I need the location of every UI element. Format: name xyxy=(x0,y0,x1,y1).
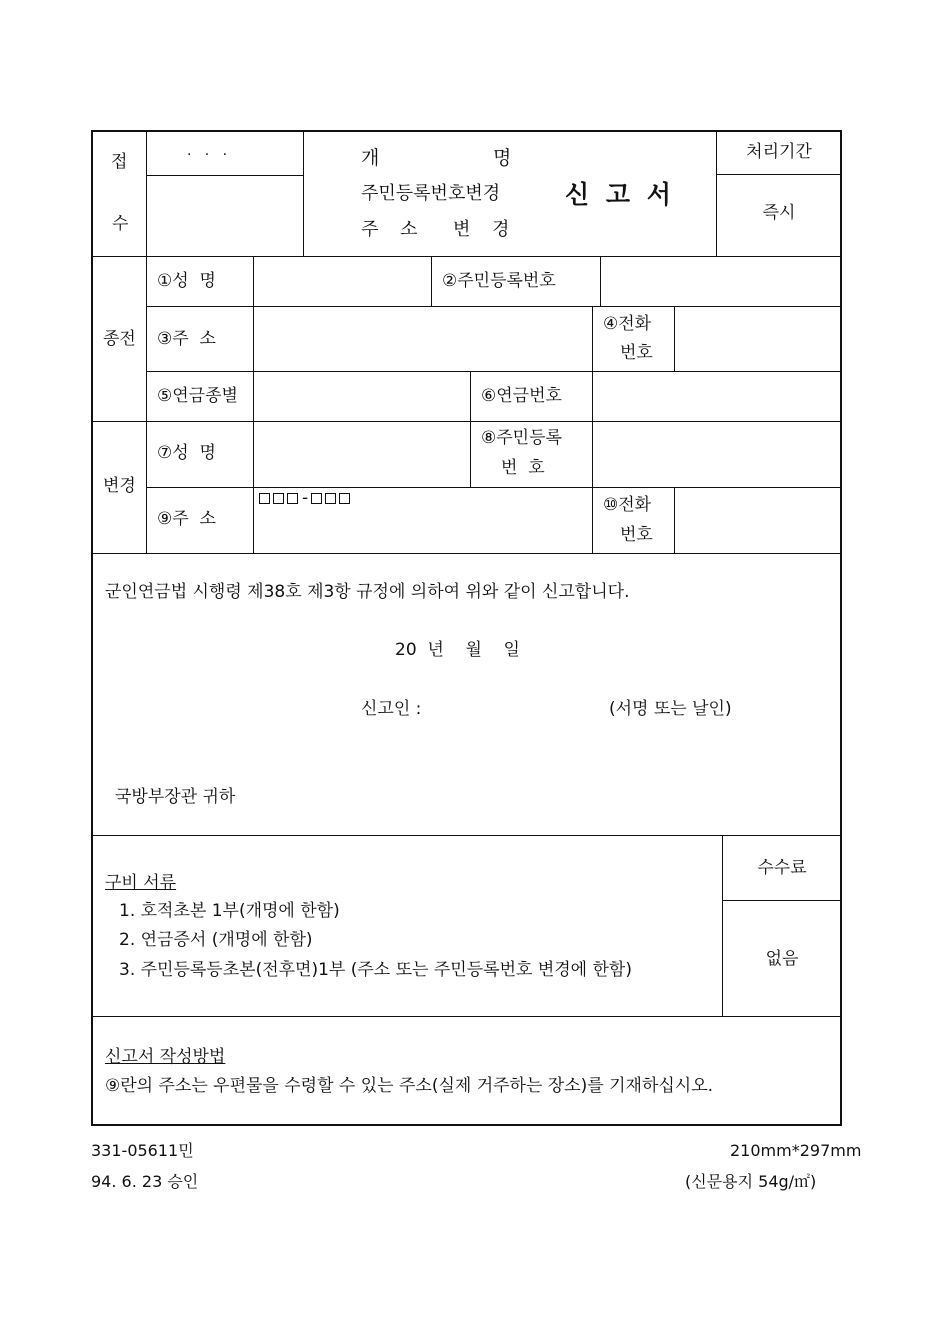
before-address-label: ③주 소 xyxy=(157,329,216,349)
after-rrn-label-1: ⑧주민등록 xyxy=(481,428,562,448)
before-address-field[interactable] xyxy=(254,307,592,371)
receipt-date-field[interactable]: · · · xyxy=(187,147,228,163)
declarant-label: 신고인 : xyxy=(361,699,422,719)
divider xyxy=(592,306,593,371)
postal-digit-box[interactable] xyxy=(311,493,322,504)
fee-value: 없음 xyxy=(765,949,799,969)
signature-note: (서명 또는 날인) xyxy=(609,699,732,719)
before-pension-number-label: ⑥연금번호 xyxy=(481,386,562,406)
receipt-label-top: 접 xyxy=(111,152,128,172)
report-form xyxy=(91,130,842,1126)
declarant-name-field[interactable] xyxy=(438,694,603,724)
after-address-field[interactable] xyxy=(254,506,592,553)
postal-digit-box[interactable] xyxy=(259,493,270,504)
after-group-label: 변경 xyxy=(103,476,136,496)
after-name-field[interactable] xyxy=(254,422,470,487)
after-phone-label-1: ⑩전화 xyxy=(603,495,652,515)
before-rrn-field[interactable] xyxy=(601,257,840,306)
divider xyxy=(93,1016,840,1017)
processing-period-label: 처리기간 xyxy=(746,142,812,162)
divider xyxy=(146,256,147,553)
before-phone-label-1: ④전화 xyxy=(603,314,652,334)
before-pension-type-label: ⑤연금종별 xyxy=(157,386,238,406)
divider xyxy=(722,835,723,1016)
after-address-label: ⑨주 소 xyxy=(157,509,216,529)
addressee: 국방부장관 귀하 xyxy=(115,787,236,807)
title-rename-2: 명 xyxy=(493,147,512,169)
after-name-label: ⑦성 명 xyxy=(157,443,216,463)
before-pension-type-field[interactable] xyxy=(254,372,470,421)
before-rrn-label: ②주민등록번호 xyxy=(442,271,556,291)
postal-code-boxes[interactable] xyxy=(259,490,353,508)
paper-type: (신문용지 54g/㎡) xyxy=(685,1172,817,1191)
form-code: 331-05611민 xyxy=(91,1141,194,1160)
postal-digit-box[interactable] xyxy=(339,493,350,504)
before-phone-field[interactable] xyxy=(675,307,840,371)
divider xyxy=(716,174,840,175)
before-group-label: 종전 xyxy=(103,329,136,349)
divider xyxy=(93,835,840,836)
before-phone-label-2: 번호 xyxy=(620,343,653,363)
receipt-label-bottom: 수 xyxy=(112,214,129,234)
postal-dash: - xyxy=(302,488,309,508)
instructions-text: ⑨란의 주소는 우편물을 수령할 수 있는 주소(실제 거주하는 장소)를 기재하십시오. xyxy=(105,1076,714,1096)
postal-digit-box[interactable] xyxy=(325,493,336,504)
form-title: 신 고 서 xyxy=(565,180,675,209)
title-rename: 개 xyxy=(361,147,380,169)
after-phone-field[interactable] xyxy=(675,488,840,553)
before-pension-number-field[interactable] xyxy=(593,372,840,421)
after-rrn-label-2: 번 호 xyxy=(501,458,545,478)
after-phone-label-2: 번호 xyxy=(620,525,653,545)
divider xyxy=(470,421,471,487)
processing-period-value: 즉시 xyxy=(762,203,796,223)
approval-date: 94. 6. 23 승인 xyxy=(91,1172,199,1191)
receipt-number-field[interactable] xyxy=(147,176,303,256)
before-name-label: ①성 명 xyxy=(157,271,216,291)
divider xyxy=(722,900,840,901)
after-rrn-field[interactable] xyxy=(593,422,840,487)
instructions-heading: 신고서 작성방법 xyxy=(105,1047,226,1067)
divider xyxy=(303,132,304,256)
declaration-date[interactable]: 20 년 월 일 xyxy=(395,640,520,660)
postal-digit-box[interactable] xyxy=(287,493,298,504)
divider xyxy=(716,132,717,256)
documents-heading: 구비 서류 xyxy=(105,873,177,893)
declaration-statement: 군인연금법 시행령 제38호 제3항 규정에 의하여 위와 같이 신고합니다. xyxy=(105,582,630,602)
title-address-change: 주 소 변 경 xyxy=(361,219,518,240)
postal-digit-box[interactable] xyxy=(273,493,284,504)
document-item: 1. 호적초본 1부(개명에 한함) xyxy=(119,901,340,921)
document-item: 3. 주민등록등초본(전후면)1부 (주소 또는 주민등록번호 변경에 한함) xyxy=(119,960,632,980)
title-rrn-change: 주민등록번호변경 xyxy=(361,183,501,204)
divider xyxy=(431,256,432,306)
fee-label: 수수료 xyxy=(757,858,807,878)
divider xyxy=(470,371,471,421)
paper-size: 210mm*297mm xyxy=(730,1141,862,1160)
before-name-field[interactable] xyxy=(254,257,431,306)
document-item: 2. 연금증서 (개명에 한함) xyxy=(119,930,313,950)
divider xyxy=(93,553,840,554)
